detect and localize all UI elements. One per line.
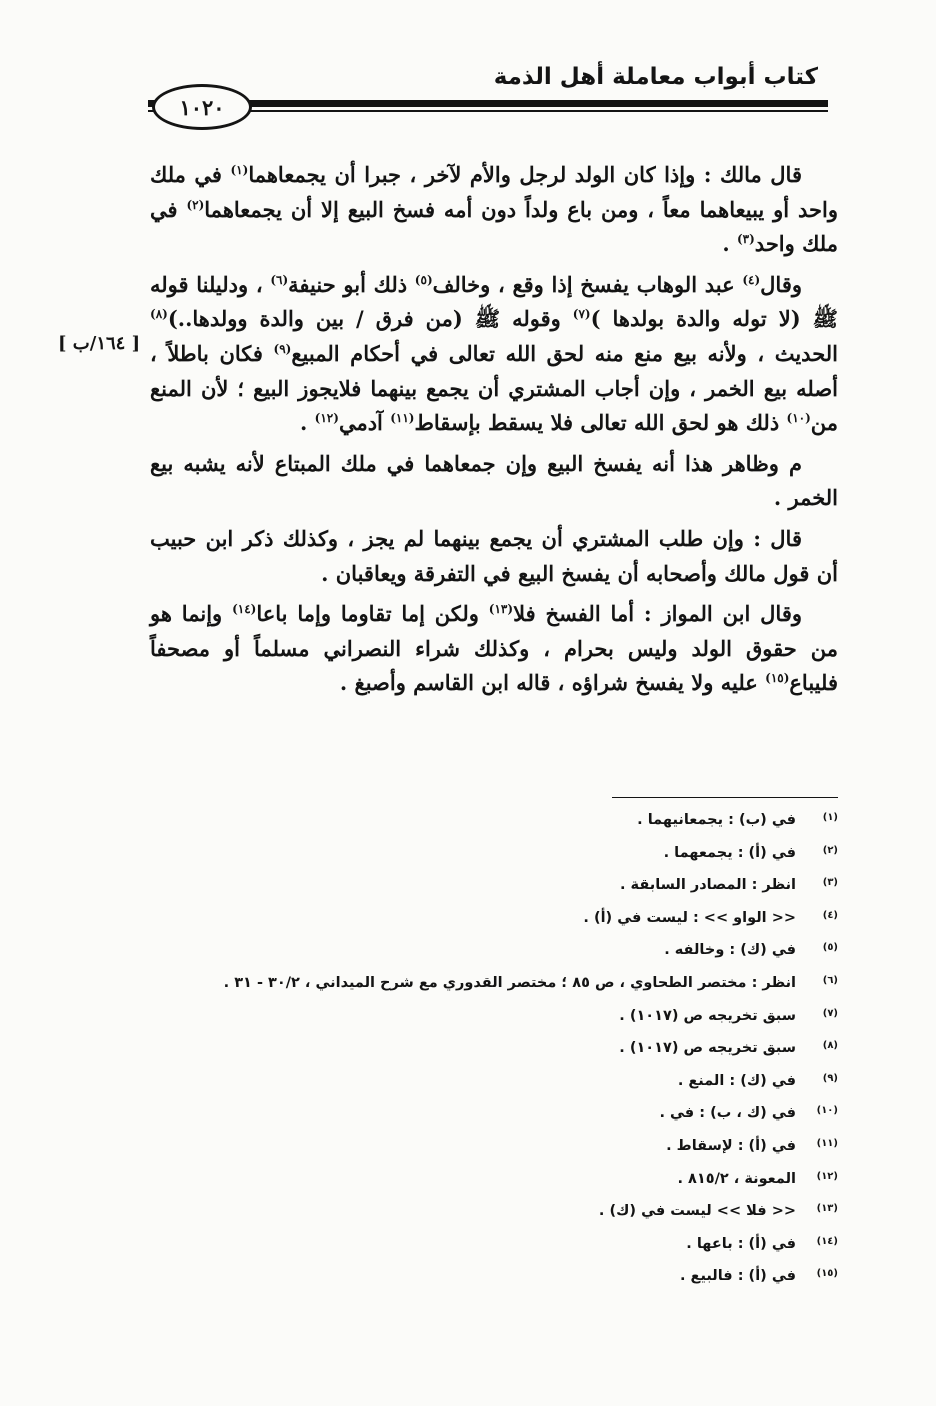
footnote <box>150 1236 838 1269</box>
footnote-text: سبق تخريجه ص (١٠١٧) . <box>619 1040 796 1057</box>
paragraph-text: عليه ولا يفسخ شراؤه ، قاله ابن القاسم وأصبغ . <box>339 670 766 696</box>
footnote-marker: (٧) <box>572 307 591 322</box>
paragraph-text: آدمي <box>338 410 391 436</box>
paragraph-text: في ملك واحد <box>150 196 838 257</box>
footnote <box>150 1105 838 1138</box>
footnote-number: (١٣) <box>816 1203 838 1215</box>
footnote-marker: (٢) <box>186 197 205 212</box>
paragraph-text: قال : وإن طلب المشتري أن يجمع بينهما لم يجز ، وكذلك ذكر ابن حبيب أن قول مالك وأصحابه أن يفسخ البيع في التفرقة ويعاقبان . <box>150 525 838 586</box>
footnote-marker: (٦) <box>270 272 289 287</box>
paragraph-text: ولكن إما تقاوما وإما باعا <box>256 601 489 627</box>
footnote <box>150 975 838 1008</box>
footnote-number: (١٥) <box>816 1268 838 1280</box>
footnote-number: (٨) <box>822 1040 838 1052</box>
paragraph-text: قال مالك : وإذا كان الولد لرجل والأم لآخر ، جبرا أن يجمعاهما <box>248 162 802 187</box>
paragraph-text: ذلك هو لحق الله تعالى فلا يسقط بإسقاط <box>414 410 787 436</box>
running-header-title: كتاب أبواب معاملة أهل الذمة <box>493 64 818 90</box>
paragraph-text: م وظاهر هذا أنه يفسخ البيع وإن جمعاهما في ملك المبتاع لأنه يشبه بيع الخمر . <box>150 450 838 511</box>
paragraph-text: فكان باطلاً ، أصله بيع الخمر ، وإن أجاب المشتري أن يجمع بينهما فلايجوز البيع ؛ لأن المنع من <box>150 340 838 436</box>
footnote-number: (٦) <box>822 974 838 986</box>
footnote <box>150 1008 838 1041</box>
footnote-number: (٢) <box>822 844 838 856</box>
footnote <box>150 845 838 878</box>
paragraph-text: ، ودليلنا قوله ﷺ (لا توله والدة بولدها ) <box>150 271 839 332</box>
footnote-text: سبق تخريجه ص (١٠١٧) . <box>619 1007 796 1024</box>
margin-folio-reference: [ ١٦٤/ب ] <box>58 333 141 354</box>
footnote <box>150 942 838 975</box>
footnote-text: في (ك) : وخالفه . <box>664 942 796 959</box>
paragraph-text: وإنما هو من حقوق الولد وليس بحرام ، وكذلك شراء النصراني مسلماً أو مصحفاً فليباع <box>150 601 838 696</box>
footnote-marker: (١٢) <box>314 411 339 426</box>
footnote-text: << فلا >> ليست في (ك) . <box>598 1203 796 1220</box>
paragraph-text: في ملك واحد أو يبيعاهما معاً ، ومن باع ولداً دون أمه فسخ البيع إلا أن يجمعاهما <box>150 162 838 222</box>
footnote-text: المعونة ، ٨١٥/٢ . <box>677 1170 796 1187</box>
paragraph-text: وقوله ﷺ (من فرق / بين والدة وولدها..) <box>167 306 573 332</box>
footnote <box>150 1073 838 1106</box>
paragraph-text: وقال ابن المواز : أما الفسخ فلا <box>513 601 803 627</box>
paragraph-text: ذلك أبو حنيفة <box>288 271 415 297</box>
footnote-number: (١١) <box>816 1137 838 1149</box>
footnote-number: (١٠) <box>816 1105 838 1117</box>
footnote-separator <box>612 797 838 798</box>
paragraph <box>150 447 838 516</box>
footnote-text: في (ك ، ب) : في . <box>659 1105 796 1122</box>
footnote-marker: (٩) <box>273 341 292 356</box>
paragraph <box>150 268 838 441</box>
footnote <box>150 1171 838 1204</box>
footnote-marker: (١٥) <box>765 671 790 686</box>
footnote <box>150 877 838 910</box>
footnote-number: (١) <box>822 812 838 823</box>
paragraph <box>150 522 838 591</box>
footnote-text: انظر : المصادر السابقة . <box>619 877 796 894</box>
footnote-marker: (٨) <box>150 307 168 322</box>
main-text <box>150 158 838 701</box>
paragraph-text: الحديث ، ولأنه بيع منع منه لحق الله تعالى في أحكام المبيع <box>291 340 838 366</box>
footnote <box>150 910 838 943</box>
footnote <box>150 1268 838 1301</box>
footnote-number: (٣) <box>822 877 838 889</box>
footnote-number: (٤) <box>822 909 838 921</box>
paragraph-text: . <box>722 231 737 257</box>
paragraph <box>150 597 838 701</box>
page-number: ١٠٢٠ <box>152 84 252 130</box>
footnote-text: انظر : مختصر الطحاوي ، ص ٨٥ ؛ مختصر القدوري مع شرح الميداني ، ٣٠/٢ - ٣١ . <box>223 974 796 991</box>
footnote <box>150 1203 838 1236</box>
footnote-marker: (١٣) <box>488 602 514 617</box>
footnote-text: في (أ) : يجمعهما . <box>663 844 796 861</box>
footnote-text: << الواو >> : ليست في (أ) . <box>583 909 796 926</box>
footnotes <box>150 812 838 1301</box>
footnote-number: (١٢) <box>816 1170 838 1182</box>
footnote <box>150 1138 838 1171</box>
footnote-marker: (١٠) <box>786 411 811 426</box>
footnote-text: في (أ) : لإسقاط . <box>666 1137 796 1154</box>
footnote-text: في (ب) : يجمعانيهما . <box>637 812 796 828</box>
footnote-text: في (أ) : فالبيع . <box>679 1268 796 1285</box>
paragraph-text: وقال <box>760 271 802 297</box>
footnote-marker: (٤) <box>742 272 761 287</box>
footnote <box>150 812 838 845</box>
footnote-marker: (٥) <box>414 272 433 287</box>
footnote-number: (٧) <box>822 1007 838 1019</box>
footnote-marker: (١٤) <box>232 602 257 617</box>
footnote <box>150 1040 838 1073</box>
paragraph-text: عبد الوهاب يفسخ إذا وقع ، وخالف <box>432 271 743 297</box>
footnote-text: في (أ) : باعها . <box>686 1235 796 1252</box>
paragraph-text: . <box>300 410 315 436</box>
paragraph <box>150 158 838 262</box>
footnote-marker: (١١) <box>390 411 415 426</box>
footnote-marker: (٣) <box>736 232 755 247</box>
footnote-text: في (ك) : المنع . <box>677 1072 796 1089</box>
footnote-number: (٥) <box>822 942 838 954</box>
footnote-number: (٩) <box>822 1072 838 1084</box>
footnote-marker: (١) <box>230 163 249 177</box>
footnote-number: (١٤) <box>816 1235 838 1247</box>
